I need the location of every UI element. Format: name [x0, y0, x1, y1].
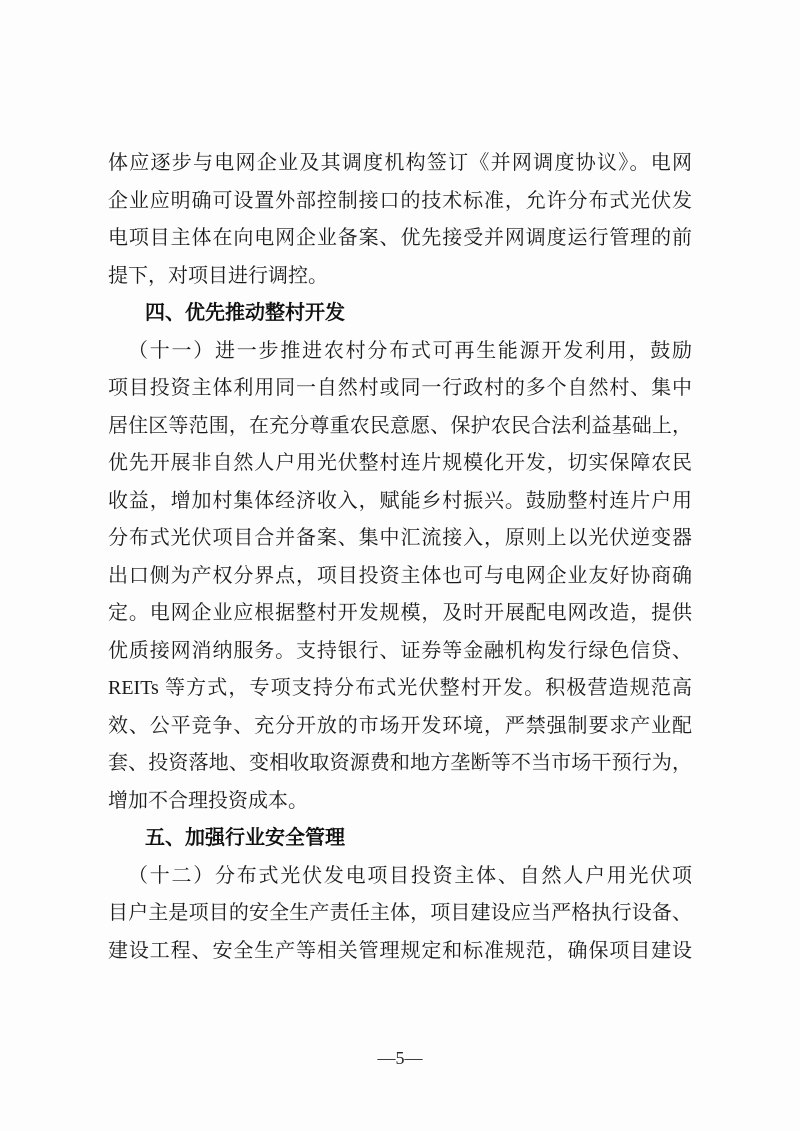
text-line: 体应逐步与电网企业及其调度机构签订《并网调度协议》。电网: [108, 152, 692, 174]
text-line: 效、公平竞争、充分开放的市场开发环境，严禁强制要求产业配: [108, 714, 692, 737]
text-line: 增加不合理投资成本。: [108, 789, 308, 812]
text-line: 收益，增加村集体经济收入，赋能乡村振兴。鼓励整村连片户用: [108, 489, 692, 512]
text-line: 项目投资主体利用同一自然村或同一行政村的多个自然村、集中: [108, 377, 692, 399]
text-line: 优先开展非自然人户用光伏整村连片规模化开发，切实保障农民: [108, 452, 692, 474]
section-heading: 四、优先推动整村开发: [145, 302, 345, 324]
text-line: 提下，对项目进行调控。: [108, 264, 328, 287]
text-line: 优质接网消纳服务。支持银行、证券等金融机构发行绿色信贷、: [108, 639, 692, 662]
text-line: REITs 等方式，专项支持分布式光伏整村开发。积极营造规范高: [108, 677, 692, 699]
text-line: 建设工程、安全生产等相关管理规定和标准规范，确保项目建设: [108, 939, 692, 962]
text-line: 定。电网企业应根据整村开发规模，及时开展配电网改造，提供: [108, 602, 692, 624]
text-line: 分布式光伏项目合并备案、集中汇流接入，原则上以光伏逆变器: [108, 527, 692, 549]
text-line: （十一）进一步推进农村分布式可再生能源开发利用，鼓励: [128, 339, 692, 362]
text-line: 套、投资落地、变相收取资源费和地方垄断等不当市场干预行为，: [108, 752, 692, 774]
text-line: （十二）分布式光伏发电项目投资主体、自然人户用光伏项: [128, 864, 692, 887]
text-line: 居住区等范围，在充分尊重农民意愿、保护农民合法利益基础上，: [108, 414, 692, 437]
text-line: 电项目主体在向电网企业备案、优先接受并网调度运行管理的前: [108, 227, 692, 249]
section-heading: 五、加强行业安全管理: [145, 827, 345, 849]
text-line: 目户主是项目的安全生产责任主体，项目建设应当严格执行设备、: [108, 902, 692, 924]
page-number: —5—: [377, 1048, 423, 1068]
text-line: 企业应明确可设置外部控制接口的技术标准，允许分布式光伏发: [108, 189, 692, 212]
text-line: 出口侧为产权分界点，项目投资主体也可与电网企业友好协商确: [108, 564, 692, 587]
